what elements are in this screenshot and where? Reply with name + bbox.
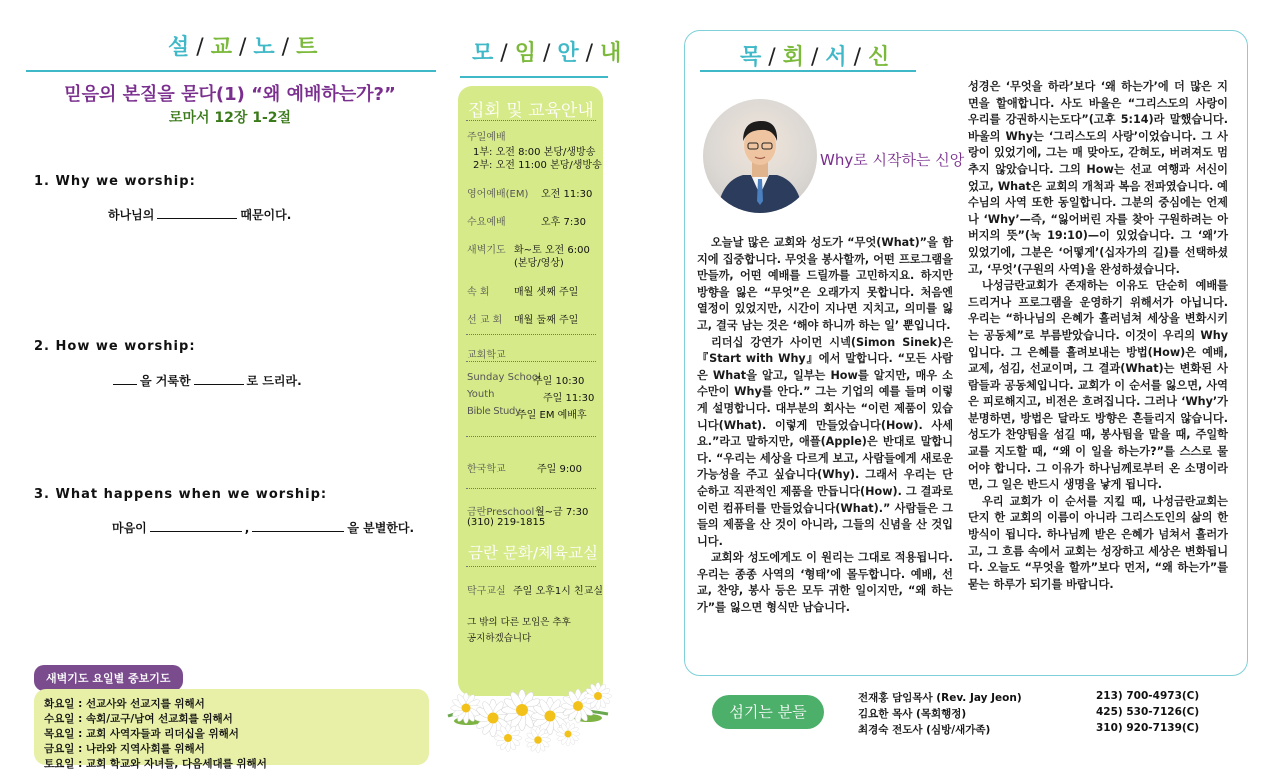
- bible-study-time: 주일 EM 예배후: [517, 410, 587, 421]
- staff-phone: 213) 700-4973(C): [1096, 690, 1200, 702]
- other-meetings: 그 밖의 다른 모임은 추후: [467, 617, 571, 628]
- wednesday-worship: 수요예배: [467, 217, 506, 228]
- dawn-prayer-place: (본당/영상): [514, 258, 564, 269]
- youth-time: 주일 11:30: [543, 393, 595, 404]
- prayer-line: 수요일 : 속회/교구/남여 선교회를 위해서: [44, 713, 233, 725]
- paragraph: 오늘날 많은 교회와 성도가 “무엇(What)”을 함지에 집중합니다. 무엇을 봉사할까, 어떤 프로그램을 만들까, 어떤 예배를 드릴까를 고민하지요. 하지만 방향을 잃은 “무엇”은 오래가지 못합니다. 처음엔 열정이 있었지만, 시간이 지나면 지치고, 의미를 잃고, 결국 남는 것은 ‘해야 하니까 하는 일’ 뿐입니다.: [697, 236, 953, 332]
- english-worship: 영어예배(EM): [467, 189, 529, 200]
- staff-row: 김요한 목사 (목회행정): [858, 708, 967, 720]
- pastor-photo: [703, 99, 817, 213]
- sokhoe-time: 매월 셋째 주일: [514, 287, 579, 298]
- pastor-letter-heading: 목 / 회 / 서 / 신: [740, 45, 891, 70]
- letter-column-2: [968, 79, 1228, 593]
- sunday-school-time: 주일 10:30: [533, 376, 585, 387]
- youth: Youth: [467, 389, 495, 400]
- question-3: 3. What happens when we worship:: [34, 487, 328, 502]
- staff-row: 전재홍 담임목사 (Rev. Jay Jeon): [858, 692, 1022, 704]
- section-heading-education: 집회 및 교육안내: [468, 101, 594, 121]
- paragraph: 나성금란교회가 존재하는 이유도 단순히 예배를 드리거나 프로그램을 운영하기 위해서가 아닙니다. 우리는 “하나님의 은혜가 흘러넘쳐 세상을 변화시키는 공동체”로 부름받았습니다. 이것이 우리의 Why입니다. 그 은혜를 흘려보내는 방법(How)은 예배, 교제, 섬김, 선교이며, 그 결과(What)는 변화된 사람들과 공동체입니다. 교회가 이 순서를 잃으면, 사역은 피로해지고, 비전은 흐려집니다. 그러나 ‘Why’가 분명하면, 방법은 달라도 방향은 흔들리지 않습니다. 성도가 찬양팀을 섬길 때, 봉사팀을 맡을 때, 주일학교를 지도할 때, “왜 이 일을 하는가?”를 스스로 물어야 합니다. 그 이유가 하나님께로부터 온 소명이라면, 그 일은 반드시 생명을 낳게 됩니다.: [968, 279, 1228, 492]
- sermon-heading-rule: [26, 70, 436, 72]
- table-tennis-time: 주일 오후1시 친교실: [513, 586, 603, 597]
- korean-school-time: 주일 9:00: [537, 464, 582, 475]
- paragraph: 성경은 ‘무엇을 하라’보다 ‘왜 하는가’에 더 많은 지면을 할애합니다. 사도 바울은 “그리스도의 사랑이 우리를 강권하시는도다”(고후 5:14)라 말했습니다. 바울의 Why는 ‘그리스도의 사랑’이었습니다. 그 사랑이 있었기에, 그는 매 맞아도, 갇혀도, 버려져도 멈추지 않았습니다. 그의 How는 선교 여행과 서신이었고, What은 교회의 개척과 복음 전파였습니다. 예수님의 사역 또한 동일합니다. 그분의 중심에는 언제나 ‘Why’—즉, “잃어버린 자를 찾아 구원하려는 아버지의 뜻”(눅 19:10)—이 있었습니다. 그 ‘왜’가 있었기에, 그분은 ‘어떻게’(십자가의 길)를 선택하셨고, ‘무엇’(구원의 사역)을 완성하셨습니다.: [968, 80, 1228, 276]
- sermon-title: 믿음의 본질을 묻다(1) “왜 예배하는가?”: [64, 84, 396, 105]
- daisy-flowers-image: [438, 676, 618, 754]
- staff-badge: 섬기는 분들: [712, 695, 824, 729]
- prayer-line: 금요일 : 나라와 지역사회를 위해서: [44, 743, 205, 755]
- meeting-heading-rule: [460, 76, 608, 78]
- divider: [466, 566, 596, 567]
- sokhoe: 속 회: [467, 287, 490, 298]
- sermon-note-heading: 설 / 교 / 노 / 트: [168, 35, 319, 60]
- divider: [466, 361, 596, 362]
- prayer-list: [34, 689, 429, 770]
- pastor-portrait-image: [703, 99, 817, 213]
- staff-row: 최경숙 전도사 (심방/새가족): [858, 724, 991, 736]
- dawn-prayer: 새벽기도: [467, 245, 506, 256]
- paragraph: 교회와 성도에게도 이 원리는 그대로 적용됩니다. 우리는 종종 사역의 ‘형태’에 몰두합니다. 예배, 선교, 찬양, 봉사 등은 모두 귀한 일이지만, “왜 하는가”를 잃으면 형식만 남습니다.: [697, 551, 953, 615]
- fill-blank-1: 하나님의 때문이다.: [108, 208, 292, 222]
- preschool-phone: (310) 219-1815: [467, 517, 546, 528]
- preschool: 금란Preschool: [467, 507, 535, 518]
- section-heading-culture: 금란 문화/체육교실: [468, 544, 598, 562]
- divider: [466, 436, 596, 437]
- sunday-worship-label: 주일예배: [467, 132, 506, 143]
- pastor-heading-rule: [700, 70, 916, 72]
- meeting-heading: 모 / 임 / 안 / 내: [472, 41, 623, 66]
- wednesday-worship-time: 오후 7:30: [541, 217, 586, 228]
- preschool-time: 월~금 7:30: [535, 507, 589, 518]
- mission-society: 선 교 회: [467, 315, 503, 326]
- prayer-line: 화요일 : 선교사와 선교지를 위해서: [44, 698, 205, 710]
- staff-phone: 310) 920-7139(C): [1096, 722, 1200, 734]
- other-meetings-2: 공지하겠습니다: [467, 633, 532, 644]
- sunday-service-2: 2부: 오전 11:00 본당/생방송: [473, 160, 602, 171]
- prayer-line: 토요일 : 교회 학교와 자녀들, 다음세대를 위해서: [44, 758, 267, 770]
- prayer-line: 목요일 : 교회 사역자들과 리더십을 위해서: [44, 728, 239, 740]
- english-worship-time: 오전 11:30: [541, 189, 593, 200]
- divider: [466, 488, 596, 489]
- staff-phone: 425) 530-7126(C): [1096, 706, 1200, 718]
- question-1: 1. Why we worship:: [34, 174, 196, 189]
- sermon-reference: 로마서 12장 1-2절: [168, 110, 292, 126]
- table-tennis: 탁구교실: [467, 586, 506, 597]
- bible-study: Bible Study: [467, 406, 521, 417]
- paragraph: 리더십 강연가 사이먼 시넥(Simon Sinek)은 『Start with Why』에서 말합니다. “모든 사람은 What을 알고, 일부는 How를 알지만, 매우 소수만이 Why를 안다.” 그는 기업의 예를 들며 이렇게 설명합니다. 대부분의 회사는 “이런 제품이 있습니다(What). 이렇게 만들었습니다(How). 사세요.”라고 말하지만, 애플(Apple)은 반대로 말합니다. “우리는 세상을 다르게 보고, 사람들에게 새로운 가능성을 주고 싶습니다(Why). 그래서 우리는 단순하고 직관적인 제품을 만듭니다(How). 그 결과로 이런 컴퓨터를 만들었습니다(What).” 사람들은 그들의 제품을 산 것이 아니라, 그들의 신념을 산 것입니다.: [697, 335, 953, 548]
- church-school-label: 교회학교: [467, 350, 506, 361]
- fill-blank-3: 마음이 , 을 분별한다.: [112, 521, 415, 535]
- letter-column-1: [697, 235, 953, 617]
- korean-school: 한국학교: [467, 464, 506, 475]
- fill-blank-2: 을 거룩한 로 드리라.: [110, 372, 302, 389]
- mission-society-time: 매월 둘째 주일: [514, 315, 579, 326]
- dawn-prayer-time: 화~토 오전 6:00: [514, 245, 590, 256]
- sunday-school: Sunday School: [467, 372, 541, 383]
- divider: [466, 334, 596, 335]
- prayer-badge: 새벽기도 요일별 중보기도: [34, 665, 183, 691]
- paragraph: 우리 교회가 이 순서를 지킬 때, 나성금란교회는 단지 한 교회의 이름이 아니라 그리스도인의 삶의 한 방식이 됩니다. 하나님께 받은 은혜가 넘쳐서 흘러가고, 그 흐름 속에서 교회는 성장하고 세상은 변화됩니다. 오늘도 “무엇을 할까”보다 먼저, “왜 하는가”를 묻는 하루가 되기를 바랍니다.: [968, 494, 1228, 591]
- question-2: 2. How we worship:: [34, 339, 196, 354]
- letter-tagline: Why로 시작하는 신앙: [820, 151, 965, 169]
- divider: [466, 120, 596, 121]
- sunday-service-1: 1부: 오전 8:00 본당/생방송: [473, 147, 596, 158]
